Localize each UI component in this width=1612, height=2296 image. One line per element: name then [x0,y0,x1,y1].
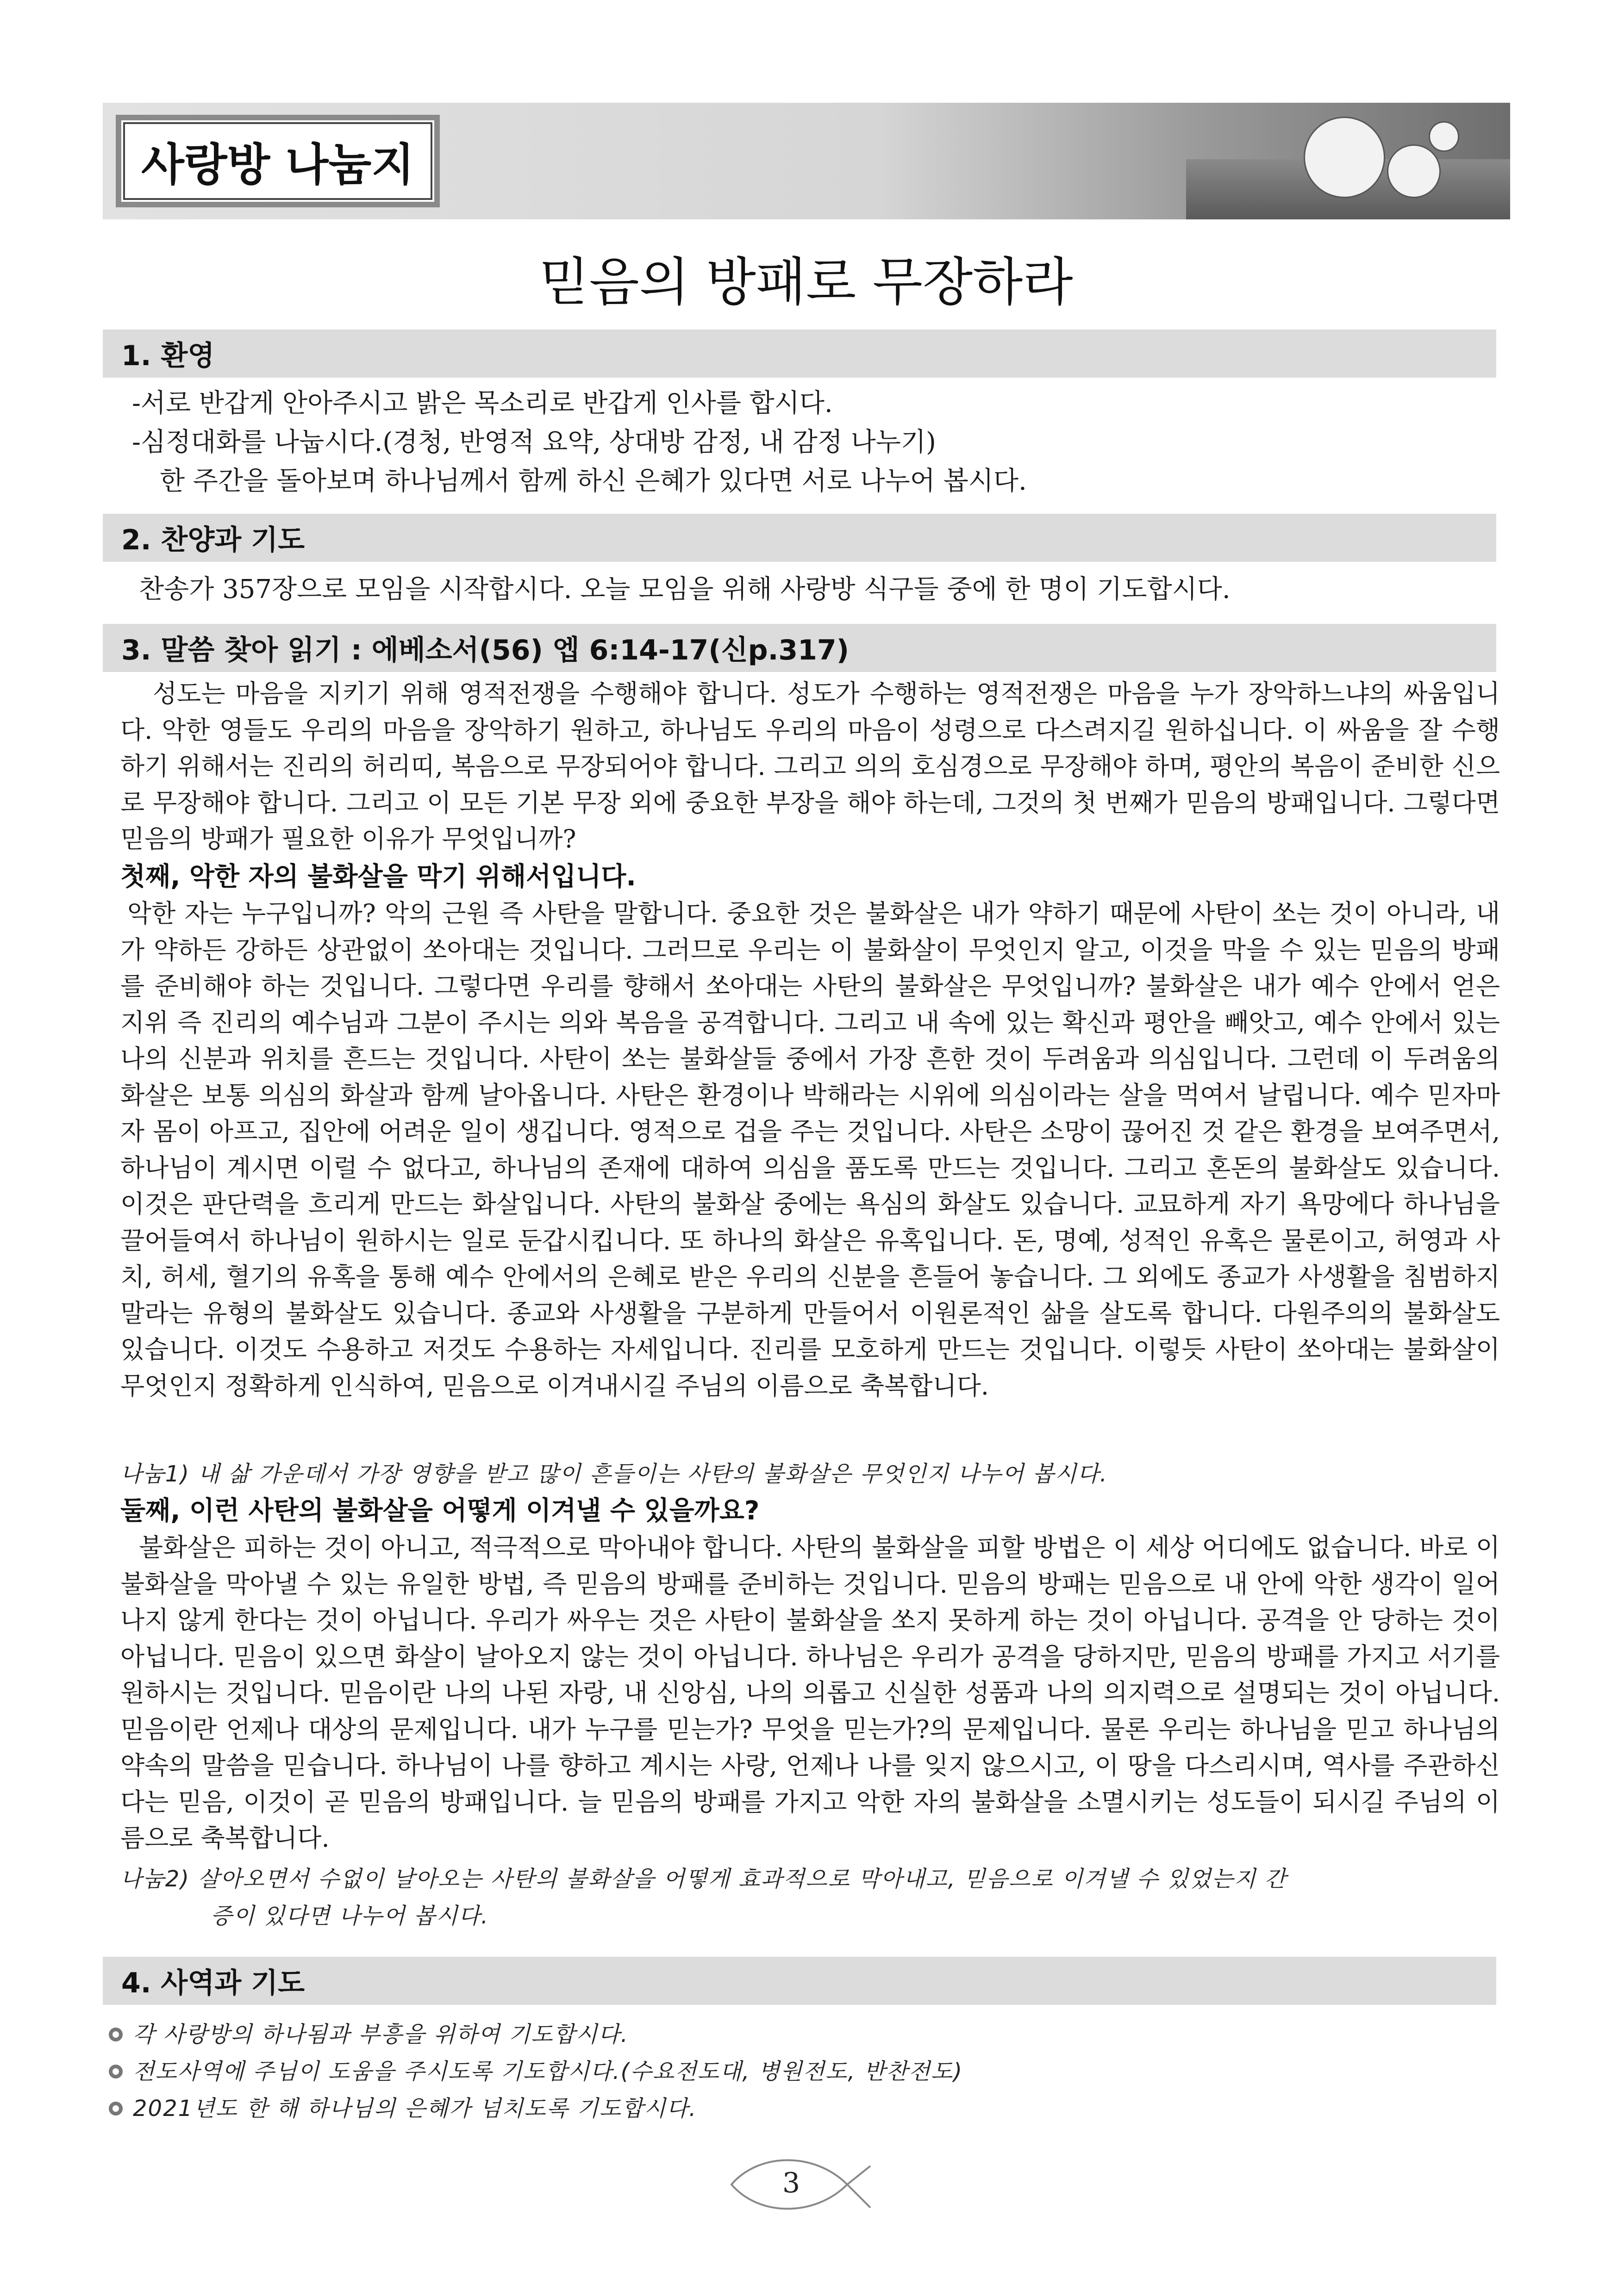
bullet-icon [109,2102,123,2116]
header-title: 사랑방 나눔지 [116,115,440,207]
section-heading-welcome: 1. 환영 [103,330,1496,378]
welcome-line: 한 주간을 돌아보며 하나님께서 함께 하신 은혜가 있다면 서로 나누어 봅시다. [160,466,1027,496]
welcome-line: -서로 반갑게 안아주시고 밝은 목소리로 반갑게 인사를 합시다. [132,388,833,418]
worship-text: 찬송가 357장으로 모임을 시작합시다. 오늘 모임을 위해 사랑방 식구들 중에 한 명이 기도합시다. [139,574,1231,604]
prayer-text: 2021년도 한 해 하나님의 은혜가 넘치도록 기도합시다. [133,2096,697,2122]
sheep-illustration [1429,121,1459,152]
fish-icon [722,2138,880,2231]
bullet-icon [109,2065,123,2078]
prayer-text: 각 사랑방의 하나됨과 부흥을 위하여 기도합시다. [133,2022,629,2047]
section-heading-prayer: 4. 사역과 기도 [103,1957,1496,2005]
prayer-item [109,2016,629,2053]
second-point-heading: 둘째, 이런 사탄의 불화살을 어떻게 이겨낼 수 있을까요? [120,1496,760,1526]
prayer-item [109,2053,963,2090]
section-heading-worship: 2. 찬양과 기도 [103,514,1496,562]
sheep-illustration [1387,144,1441,198]
page-number: 3 [782,2167,800,2199]
sharing-question-2: 나눔2) 살아오면서 수없이 날아오는 사탄의 불화살을 어떻게 효과적으로 막아내고, 믿음으로 이겨낼 수 있었는지 간 [120,1866,1287,1892]
sharing-question-1: 나눔1) 내 삶 가운데서 가장 영향을 받고 많이 흔들이는 사탄의 불화살은 무엇인지 나누어 봅시다. [120,1461,1108,1487]
section-heading-scripture: 3. 말씀 찾아 읽기 : 에베소서(56) 엡 6:14-17(신p.317) [103,624,1496,672]
prayer-text: 전도사역에 주님이 도움을 주시도록 기도합시다.(수요전도대, 병원전도, 반찬전도) [133,2059,963,2084]
first-point-body: 악한 자는 누구입니까? 악의 근원 즉 사탄을 말합니다. 중요한 것은 불화살은 내가 약하기 때문에 사탄이 쏘는 것이 아니라, 내가 약하든 강하든 상관없이 쏘아대는 것입니다. 그러므로 우리는 이 불화살이 무엇인지 알고, 이것을 막을 수 있는 믿음의 방패를 준비해야 하는 것입니다. 그렇다면 우리를 향해서 쏘아대는 사탄의 불화살은 무엇입니까? 불화살은 내가 예수 안에서 얻은 지위 즉 진리의 예수님과 그분이 주시는 의와 복음을 공격합니다. 그리고 내 속에 있는 확신과 평안을 빼앗고, 예수 안에서 있는 나의 신분과 위치를 흔드는 것입니다. 사탄이 쏘는 불화살들 중에서 가장 흔한 것이 두려움과 의심입니다. 그런데 이 두려움의 화살은 보통 의심의 화살과 함께 날아옵니다. 사탄은 환경이나 박해라는 시위에 의심이라는 살을 먹여서 날립니다. 예수 믿자마자 몸이 아프고, 집안에 어려운 일이 생깁니다. 영적으로 겁을 주는 것입니다. 사탄은 소망이 끊어진 것 같은 환경을 보여주면서, 하나님이 계시면 이럴 수 없다고, 하나님의 존재에 대하여 의심을 품도록 만드는 것입니다. 그리고 혼돈의 불화살도 있습니다. 이것은 판단력을 흐리게 만드는 화살입니다. 사탄의 불화살 중에는 욕심의 화살도 있습니다. 교묘하게 자기 욕망에다 하나님을 끌어들여서 하나님이 원하시는 일로 둔갑시킵니다. 또 하나의 화살은 유혹입니다. 돈, 명예, 성적인 유혹은 물론이고, 허영과 사치, 허세, 혈기의 유혹을 통해 예수 안에서의 은혜로 받은 우리의 신분을 흔들어 놓습니다. 그 외에도 종교가 사생활을 침범하지 말라는 유형의 불화살도 있습니다. 종교와 사생활을 구분하게 만들어서 이원론적인 삶을 살도록 합니다. 다원주의의 불화살도 있습니다. 이것도 수용하고 저것도 수용하는 자세입니다. 진리를 모호하게 만드는 것입니다. 이렇듯 사탄이 쏘아대는 불화살이 무엇인지 정확하게 인식하여, 믿음으로 이겨내시길 주님의 이름으로 축복합니다. [120,899,1500,1400]
intro-paragraph: 성도는 마음을 지키기 위해 영적전쟁을 수행해야 합니다. 성도가 수행하는 영적전쟁은 마음을 누가 장악하느냐의 싸움입니다. 악한 영들도 우리의 마음을 장악하기 원하고, 하나님도 우리의 마음이 성령으로 다스려지길 원하십니다. 이 싸움을 잘 수행하기 위해서는 진리의 허리띠, 복음으로 무장되어야 합니다. 그리고 의의 호심경으로 무장해야 하며, 평안의 복음이 준비한 신으로 무장해야 합니다. 그리고 이 모든 기본 무장 외에 중요한 부장을 해야 하는데, 그것의 첫 번째가 믿음의 방패입니다. 그렇다면 믿음의 방패가 필요한 이유가 무엇입니까? [120,679,1500,853]
second-point-body: 불화살은 피하는 것이 아니고, 적극적으로 막아내야 합니다. 사탄의 불화살을 피할 방법은 이 세상 어디에도 없습니다. 바로 이 불화살을 막아낼 수 있는 유일한 방법, 즉 믿음의 방패를 준비하는 것입니다. 믿음의 방패는 믿음으로 내 안에 악한 생각이 일어나지 않게 한다는 것이 아닙니다. 우리가 싸우는 것은 사탄이 불화살을 쏘지 못하게 하는 것이 아닙니다. 공격을 안 당하는 것이 아닙니다. 믿음이 있으면 화살이 날아오지 않는 것이 아닙니다. 하나님은 우리가 공격을 당하지만, 믿음의 방패를 가지고 서기를 원하시는 것입니다. 믿음이란 나의 나된 자랑, 내 신앙심, 나의 의롭고 신실한 성품과 나의 의지력으로 설명되는 것이 아닙니다. 믿음이란 언제나 대상의 문제입니다. 내가 누구를 믿는가? 무엇을 믿는가?의 문제입니다. 물론 우리는 하나님을 믿고 하나님의 약속의 말씀을 믿습니다. 하나님이 나를 향하고 계시는 사랑, 언제나 나를 잊지 않으시고, 이 땅을 다스리시며, 역사를 주관하신다는 믿음, 이것이 곧 믿음의 방패입니다. 늘 믿음의 방패를 가지고 악한 자의 불화살을 소멸시키는 성도들이 되시길 주님의 이름으로 축복합니다. [120,1533,1500,1853]
welcome-line: -심정대화를 나눕시다.(경청, 반영적 요약, 상대방 감정, 내 감정 나누기) [132,427,936,457]
prayer-item [109,2090,697,2127]
page-number-badge [722,2138,880,2231]
page-title: 믿음의 방패로 무장하라 [539,252,1073,312]
sharing-question-2-cont: 증이 있다면 나누어 봅시다. [211,1903,489,1929]
sheep-illustration [1304,117,1385,198]
first-point-heading: 첫째, 악한 자의 불화살을 막기 위해서입니다. [120,862,636,892]
bullet-icon [109,2028,123,2041]
